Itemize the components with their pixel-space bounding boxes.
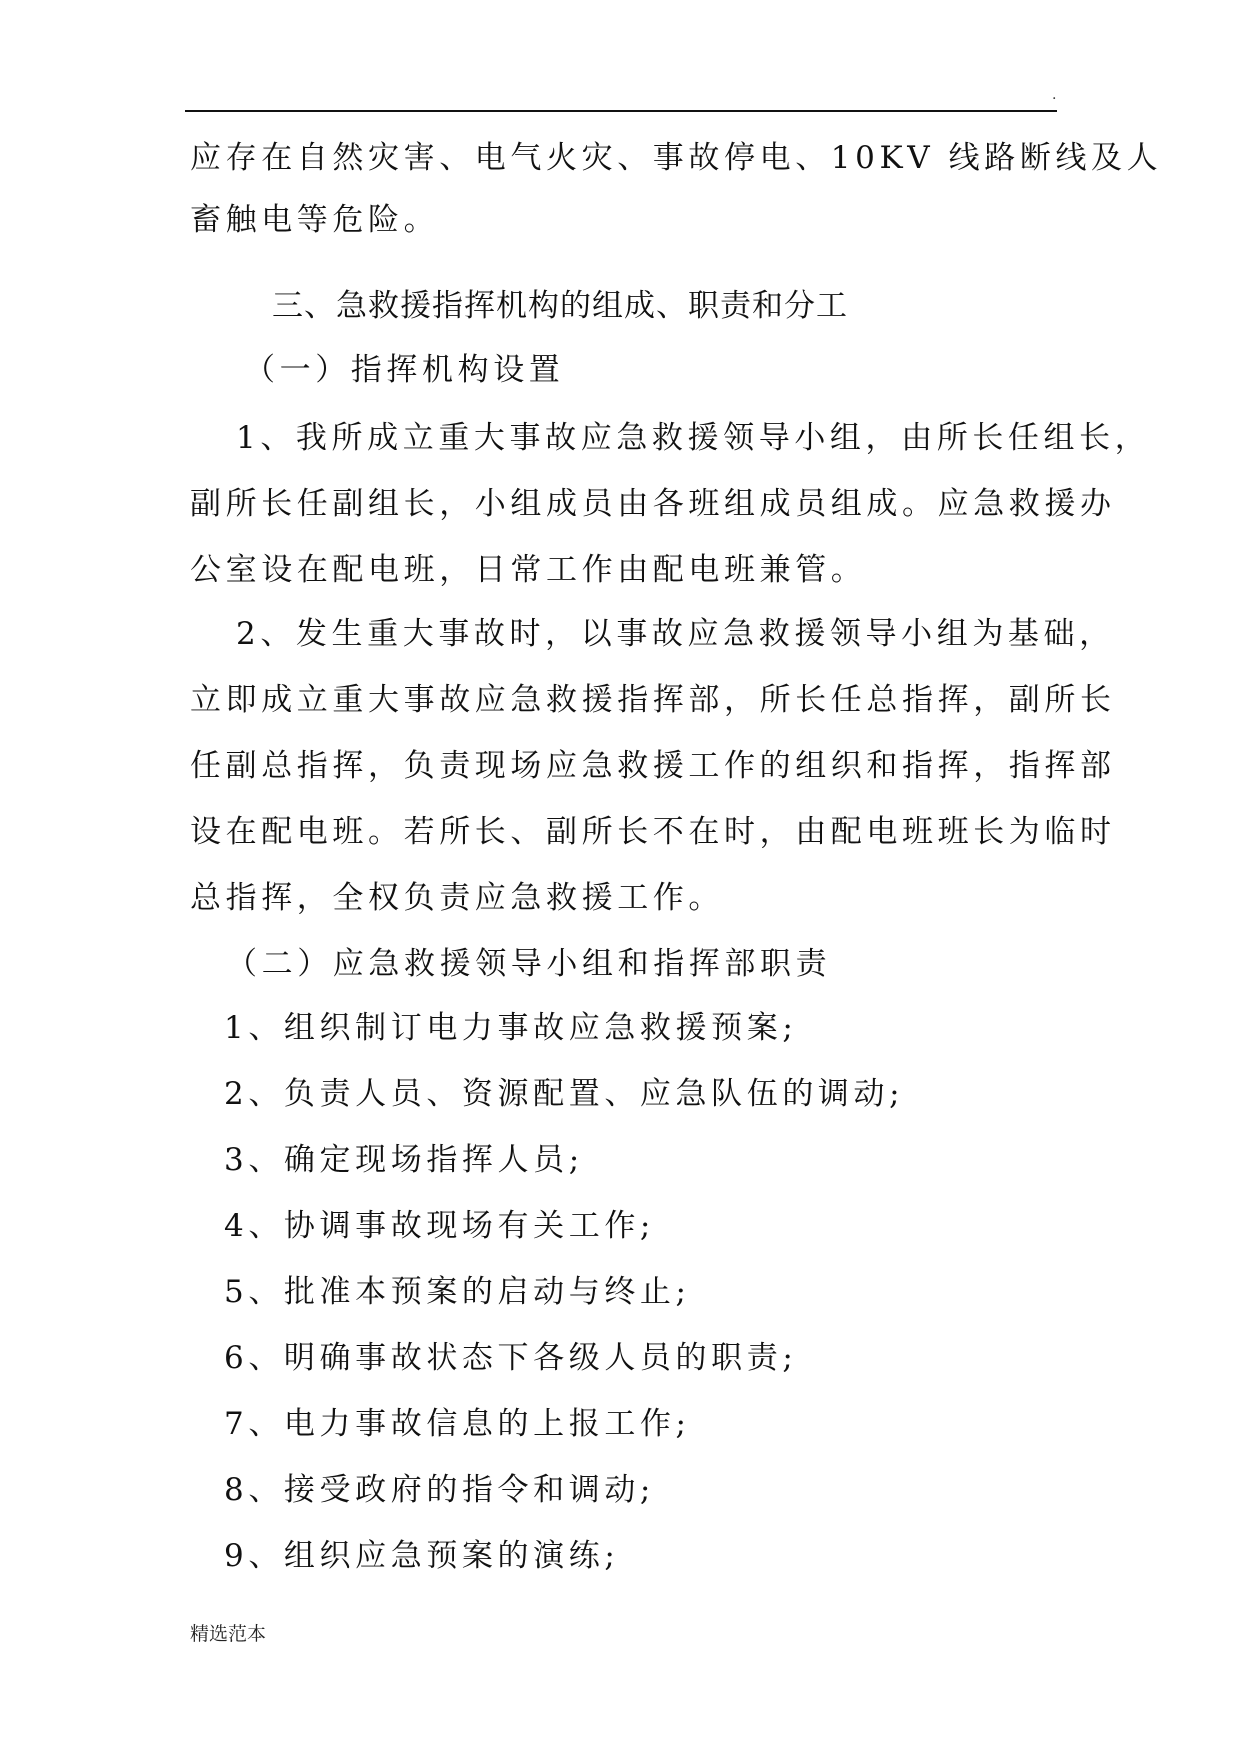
subsection-heading-1: （一）指挥机构设置	[244, 352, 565, 388]
header-dot: .	[1052, 87, 1057, 103]
list-item: 2、负责人员、资源配置、应急队伍的调动;	[224, 1076, 905, 1112]
footer-text: 精选范本	[190, 1623, 267, 1645]
list-item: 6、明确事故状态下各级人员的职责;	[224, 1340, 798, 1376]
list-item: 8、接受政府的指令和调动;	[224, 1472, 655, 1508]
intro-line-2: 畜触电等危险。	[190, 202, 440, 238]
paragraph-2-line-5: 总指挥，全权负责应急救援工作。	[190, 880, 724, 916]
paragraph-2-line-2: 立即成立重大事故应急救援指挥部，所长任总指挥，副所长	[190, 682, 1116, 718]
paragraph-1-line-1: 1、我所成立重大事故应急救援领导小组，由所长任组长，	[236, 420, 1151, 456]
intro-line-1: 应存在自然灾害、电气火灾、事故停电、10KV 线路断线及人	[190, 140, 1163, 176]
paragraph-2-line-1: 2、发生重大事故时，以事故应急救援领导小组为基础，	[236, 616, 1115, 652]
paragraph-1-line-3: 公室设在配电班，日常工作由配电班兼管。	[190, 552, 867, 588]
list-item: 4、协调事故现场有关工作;	[224, 1208, 655, 1244]
paragraph-1-line-2: 副所长任副组长，小组成员由各班组成员组成。应急救援办	[190, 486, 1116, 522]
paragraph-2-line-3: 任副总指挥，负责现场应急救援工作的组织和指挥，指挥部	[190, 748, 1116, 784]
list-item: 9、组织应急预案的演练;	[224, 1538, 620, 1574]
header-rule	[185, 110, 1057, 112]
list-item: 7、电力事故信息的上报工作;	[224, 1406, 691, 1442]
section-heading: 三、急救援指挥机构的组成、职责和分工	[272, 288, 848, 324]
subsection-heading-2: （二）应急救援领导小组和指挥部职责	[226, 946, 832, 982]
list-item: 1、组织制订电力事故应急救援预案;	[224, 1010, 798, 1046]
list-item: 5、批准本预案的启动与终止;	[224, 1274, 691, 1310]
list-item: 3、确定现场指挥人员;	[224, 1142, 584, 1178]
paragraph-2-line-4: 设在配电班。若所长、副所长不在时，由配电班班长为临时	[190, 814, 1116, 850]
